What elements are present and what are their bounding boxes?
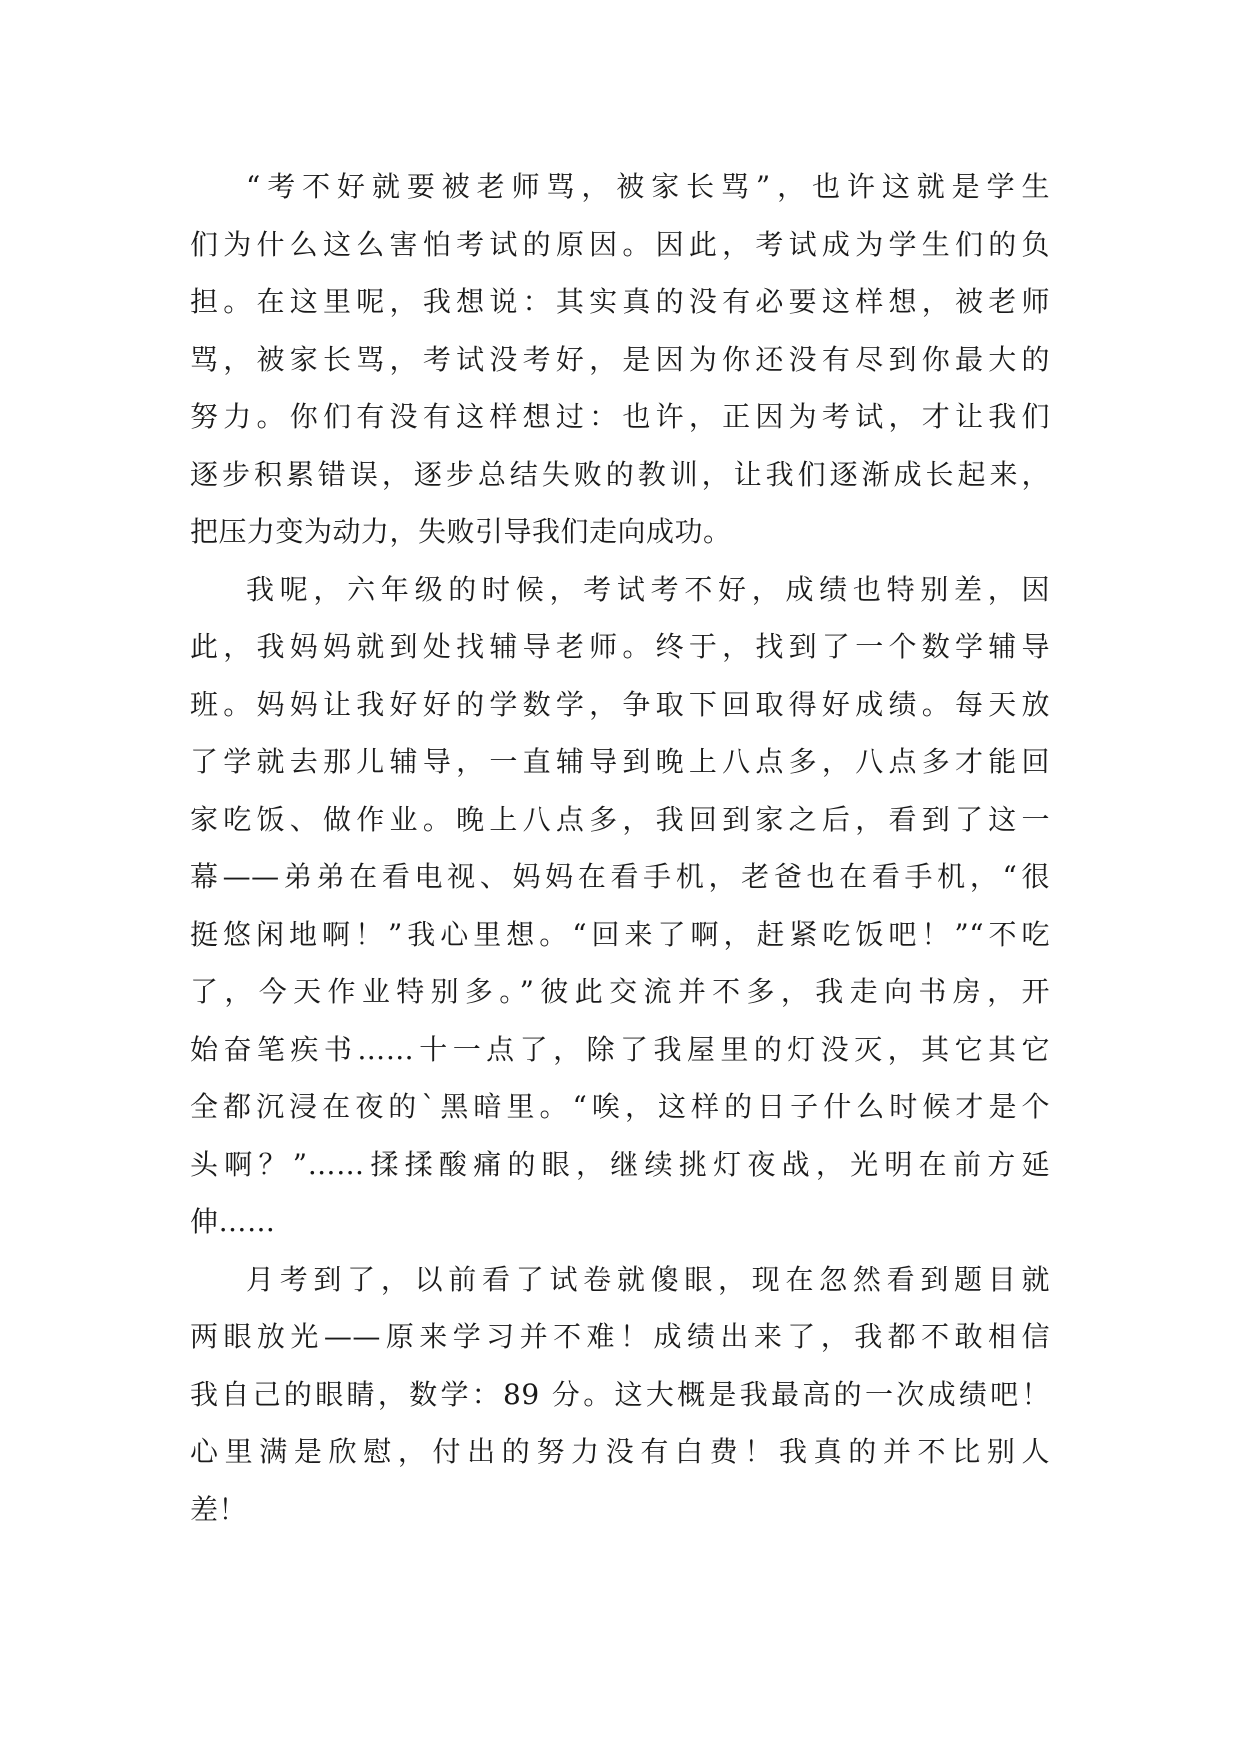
document-body <box>190 158 1050 1538</box>
paragraph-line: 此，我妈妈就到处找辅导老师。终于，找到了一个数学辅导 <box>190 630 1050 663</box>
paragraph-line: 努力。你们有没有这样想过：也许，正因为考试，才让我们 <box>190 400 1050 433</box>
paragraph-line: 我自己的眼睛，数学：89 分。这大概是我最高的一次成绩吧！ <box>190 1377 1050 1411</box>
paragraph-line: 班。妈妈让我好好的学数学，争取下回取得好成绩。每天放 <box>190 687 1050 721</box>
paragraph-line: 担。在这里呢，我想说：其实真的没有必要这样想，被老师 <box>190 285 1050 318</box>
paragraph-line: 骂，被家长骂，考试没考好，是因为你还没有尽到你最大的 <box>190 342 1050 376</box>
paragraph-1 <box>190 158 1050 561</box>
paragraph-line: 差！ <box>190 1492 248 1526</box>
paragraph-line: 始奋笔疾书……十一点了，除了我屋里的灯没灭，其它其它 <box>190 1032 1050 1066</box>
paragraph-line: 头啊？”……揉揉酸痛的眼，继续挑灯夜战，光明在前方延 <box>190 1147 1050 1181</box>
paragraph-line: 两眼放光——原来学习并不难！成绩出来了，我都不敢相信 <box>190 1320 1050 1353</box>
paragraph-line: 幕——弟弟在看电视、妈妈在看手机，老爸也在看手机，“很 <box>190 860 1050 893</box>
paragraph-line: 心里满是欣慰，付出的努力没有白费！我真的并不比别人 <box>190 1435 1050 1468</box>
paragraph-line: 了，今天作业特别多。”彼此交流并不多，我走向书房，开 <box>190 975 1050 1008</box>
paragraph-line: 月考到了，以前看了试卷就傻眼，现在忽然看到题目就 <box>246 1262 1050 1296</box>
paragraph-line: 全都沉浸在夜的`黑暗里。“唉，这样的日子什么时候才是个 <box>190 1090 1050 1123</box>
paragraph-2 <box>190 561 1050 1251</box>
paragraph-line: 挺悠闲地啊！”我心里想。“回来了啊，赶紧吃饭吧！”“不吃 <box>190 917 1050 951</box>
paragraph-line: “考不好就要被老师骂，被家长骂”，也许这就是学生 <box>246 170 1050 203</box>
paragraph-line: 了学就去那儿辅导，一直辅导到晚上八点多，八点多才能回 <box>190 745 1050 778</box>
paragraph-line: 们为什么这么害怕考试的原因。因此，考试成为学生们的负 <box>190 227 1050 261</box>
paragraph-line: 伸…… <box>190 1205 276 1238</box>
paragraph-line: 逐步积累错误，逐步总结失败的教训，让我们逐渐成长起来， <box>190 457 1050 491</box>
paragraph-line: 我呢，六年级的时候，考试考不好，成绩也特别差，因 <box>246 572 1050 606</box>
paragraph-3 <box>190 1251 1050 1539</box>
paragraph-line: 把压力变为动力，失败引导我们走向成功。 <box>190 515 732 548</box>
paragraph-line: 家吃饭、做作业。晚上八点多，我回到家之后，看到了这一 <box>190 802 1050 836</box>
